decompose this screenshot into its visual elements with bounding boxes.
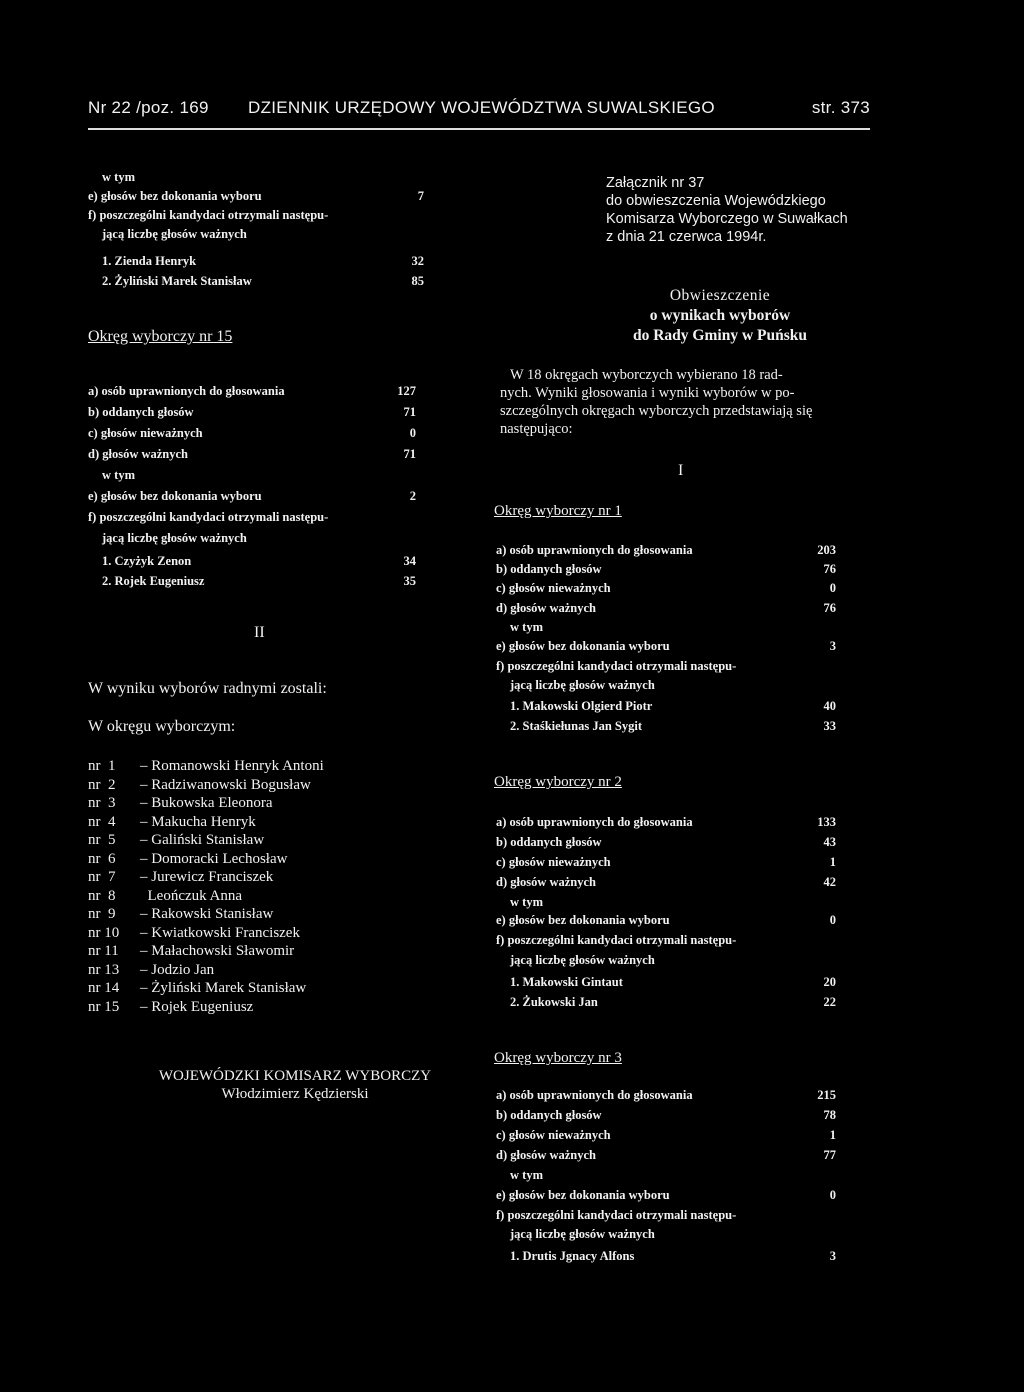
announcement-title: [560, 286, 880, 346]
candidate-name: 2. Żyliński Marek Stanisław: [102, 274, 252, 288]
candidate-name: 1. Czyżyk Zenon: [102, 554, 192, 568]
stat-label: a) osób uprawnionych do głosowania: [496, 1088, 693, 1102]
candidate-votes: 32: [411, 254, 424, 268]
stat-label: w tym: [102, 468, 135, 482]
stat-value: 127: [397, 384, 416, 398]
stat-label: e) głosów bez dokonania wyboru: [496, 913, 670, 927]
candidate-name: 1. Makowski Gintaut: [510, 975, 623, 989]
stat-label: c) głosów nieważnych: [496, 855, 611, 869]
candidate-votes: 85: [411, 274, 424, 288]
section-numeral-i: I: [678, 462, 684, 479]
stat-label: b) oddanych głosów: [496, 835, 602, 849]
announcement-line: Obwieszczenie: [669, 287, 771, 304]
district-number: nr 4: [88, 813, 116, 830]
page-header: [88, 98, 870, 122]
intro-line: W 18 okręgach wyborczych wybierano 18 rad-: [510, 367, 783, 383]
candidate-name: 1. Zienda Henryk: [102, 254, 197, 268]
left-top-block: [88, 170, 424, 300]
stat-value: 2: [409, 489, 416, 503]
stat-value: 78: [823, 1108, 836, 1122]
stat-label: b) oddanych głosów: [88, 405, 194, 419]
stat-label: e) głosów bez dokonania wyboru: [496, 1188, 670, 1202]
stat-label: c) głosów nieważnych: [496, 581, 611, 595]
stat-label: d) głosów ważnych: [496, 601, 597, 615]
elected-list-item: [88, 795, 272, 812]
stat-value: 7: [417, 189, 424, 203]
intro-line: nych. Wyniki głosowania i wyniki wyborów w po-: [500, 385, 795, 401]
stat-value: 1: [829, 1128, 836, 1142]
stat-label: a) osób uprawnionych do głosowania: [496, 815, 693, 829]
annex-line: do obwieszczenia Wojewódzkiego: [606, 193, 826, 209]
issue-number: Nr 22 /poz. 169: [88, 98, 209, 117]
stat-value: 1: [829, 855, 836, 869]
annex-line: Załącznik nr 37: [606, 175, 705, 191]
elected-councillors-list: [88, 758, 388, 1058]
stat-label: e) głosów bez dokonania wyboru: [496, 639, 670, 653]
district-15-results: [88, 384, 416, 594]
candidate-name: 1. Makowski Olgierd Piotr: [510, 699, 653, 713]
stat-label: f) poszczególni kandydaci otrzymali następu-: [496, 1208, 737, 1222]
councillor-name: – Bukowska Eleonora: [140, 795, 273, 811]
stat-label: d) głosów ważnych: [496, 1148, 597, 1162]
elected-intro: W wyniku wyborów radnymi zostali:: [88, 680, 327, 697]
councillor-name: – Makucha Henryk: [140, 813, 256, 830]
councillor-name: – Radziwanowski Bogusław: [140, 776, 311, 793]
stat-value: 0: [829, 913, 836, 927]
stat-label: b) oddanych głosów: [496, 1108, 602, 1122]
stat-label: f) poszczególni kandydaci otrzymali następu-: [88, 510, 329, 524]
stat-value: 76: [823, 562, 836, 576]
elected-list-item: [88, 962, 214, 979]
councillor-name: – Jodzio Jan: [140, 961, 215, 978]
elected-list-item: [88, 980, 306, 997]
councillor-name: – Romanowski Henryk Antoni: [140, 758, 324, 774]
candidate-votes: 34: [403, 554, 416, 568]
stat-value: 133: [817, 815, 836, 829]
candidate-votes: 33: [823, 719, 836, 733]
stat-label: jącą liczbę głosów ważnych: [510, 678, 655, 692]
elected-list-item: [88, 888, 242, 905]
district-number: nr 11: [88, 943, 119, 959]
candidate-name: 2. Staśkiełunas Jan Sygit: [510, 719, 642, 733]
stat-label: jącą liczbę głosów ważnych: [102, 227, 247, 241]
stat-label: f) poszczególni kandydaci otrzymali następu-: [88, 208, 329, 222]
stat-label: c) głosów nieważnych: [88, 426, 203, 440]
district-1-title: Okręg wyborczy nr 1: [494, 503, 622, 519]
stat-value: 43: [823, 835, 836, 849]
stat-label: f) poszczególni kandydaci otrzymali następu-: [496, 659, 737, 673]
candidate-name: 2. Żukowski Jan: [510, 995, 598, 1009]
elected-list-item: [88, 851, 287, 868]
councillor-name: – Domoracki Lechosław: [140, 850, 288, 867]
stat-label: b) oddanych głosów: [496, 562, 602, 576]
district-number: nr 5: [88, 832, 116, 848]
stat-label: e) głosów bez dokonania wyboru: [88, 189, 262, 203]
stat-value: 0: [829, 1188, 836, 1202]
candidate-votes: 40: [823, 699, 836, 713]
district-number: nr 14: [88, 980, 120, 996]
councillor-name: – Żyliński Marek Stanisław: [140, 980, 307, 996]
candidate-name: 2. Rojek Eugeniusz: [102, 574, 205, 588]
header-rule: [88, 128, 870, 130]
district-number: nr 6: [88, 850, 116, 867]
councillor-name: Leończuk Anna: [140, 887, 243, 904]
intro-line: szczególnych okręgach wyborczych przedstawiają się: [500, 403, 813, 419]
candidate-votes: 20: [823, 975, 836, 989]
elected-list-item: [88, 777, 311, 794]
intro-paragraph: [500, 366, 812, 438]
councillor-name: – Galiński Stanisław: [140, 832, 265, 848]
councillor-name: – Rojek Eugeniusz: [140, 998, 254, 1015]
stat-label: f) poszczególni kandydaci otrzymali następu-: [496, 933, 737, 947]
announcement-line: o wynikach wyborów: [649, 307, 791, 324]
stat-label: jącą liczbę głosów ważnych: [510, 1227, 655, 1241]
district-number: nr 1: [88, 758, 116, 774]
district-number: nr 13: [88, 961, 120, 978]
journal-title: DZIENNIK URZĘDOWY WOJEWÓDZTWA SUWALSKIEGO: [248, 98, 715, 117]
intro-line: następująco:: [500, 421, 573, 437]
stat-label: e) głosów bez dokonania wyboru: [88, 489, 262, 503]
councillor-name: – Jurewicz Franciszek: [140, 869, 274, 885]
stat-value: 71: [403, 447, 416, 461]
stat-value: 0: [829, 581, 836, 595]
stat-value: 77: [823, 1148, 836, 1162]
district-number: nr 15: [88, 998, 120, 1015]
stat-label: w tym: [102, 170, 135, 184]
announcement-line: do Rady Gminy w Puńsku: [632, 327, 807, 344]
stat-label: jącą liczbę głosów ważnych: [510, 953, 655, 967]
councillor-name: – Rakowski Stanisław: [140, 906, 274, 922]
section-numeral-ii: II: [254, 624, 265, 641]
candidate-votes: 3: [829, 1249, 836, 1263]
stat-label: a) osób uprawnionych do głosowania: [88, 384, 285, 398]
elected-list-item: [88, 925, 300, 942]
candidate-votes: 22: [823, 995, 836, 1009]
stat-value: 0: [409, 426, 416, 440]
stat-label: w tym: [510, 620, 543, 634]
stat-label: w tym: [510, 895, 543, 909]
page-number: str. 373: [811, 98, 870, 117]
elected-list-item: [88, 943, 294, 960]
district-3-title: Okręg wyborczy nr 3: [494, 1050, 622, 1066]
elected-list-item: [88, 832, 264, 849]
stat-label: c) głosów nieważnych: [496, 1128, 611, 1142]
district-2-results: [496, 815, 836, 1025]
district-2-title: Okręg wyborczy nr 2: [494, 774, 622, 790]
stat-label: jącą liczbę głosów ważnych: [102, 531, 247, 545]
district-15-title: Okręg wyborczy nr 15: [88, 328, 233, 345]
stat-value: 42: [823, 875, 836, 889]
elected-list-item: [88, 999, 253, 1016]
district-number: nr 8: [88, 887, 116, 904]
annex-note: [606, 174, 848, 246]
elected-list-item: [88, 814, 256, 831]
district-number: nr 9: [88, 906, 116, 922]
district-number: nr 3: [88, 795, 116, 811]
candidate-name: 1. Drutis Jgnacy Alfons: [510, 1249, 635, 1263]
stat-value: 215: [817, 1088, 836, 1102]
district-number: nr 7: [88, 869, 116, 885]
stat-label: w tym: [510, 1168, 543, 1182]
stat-label: d) głosów ważnych: [88, 447, 189, 461]
annex-line: Komisarza Wyborczego w Suwałkach: [606, 211, 848, 227]
councillor-name: – Kwiatkowski Franciszek: [140, 924, 300, 941]
district-1-results: [496, 543, 836, 753]
elected-list-item: [88, 869, 273, 886]
signature-title: WOJEWÓDZKI KOMISARZ WYBORCZY: [158, 1068, 432, 1084]
stat-value: 203: [817, 543, 836, 557]
district-3-results: [496, 1088, 836, 1288]
councillor-name: – Małachowski Sławomir: [140, 943, 295, 959]
elected-list-item: [88, 758, 324, 775]
stat-label: d) głosów ważnych: [496, 875, 597, 889]
stat-value: 71: [403, 405, 416, 419]
stat-label: a) osób uprawnionych do głosowania: [496, 543, 693, 557]
candidate-votes: 35: [403, 574, 416, 588]
signature-name: Włodzimierz Kędzierski: [221, 1086, 369, 1102]
district-number: nr 10: [88, 924, 120, 941]
annex-line: z dnia 21 czerwca 1994r.: [606, 229, 767, 245]
stat-value: 76: [823, 601, 836, 615]
district-number: nr 2: [88, 776, 116, 793]
elected-subheading: W okręgu wyborczym:: [88, 718, 236, 735]
stat-value: 3: [829, 639, 836, 653]
elected-list-item: [88, 906, 273, 923]
